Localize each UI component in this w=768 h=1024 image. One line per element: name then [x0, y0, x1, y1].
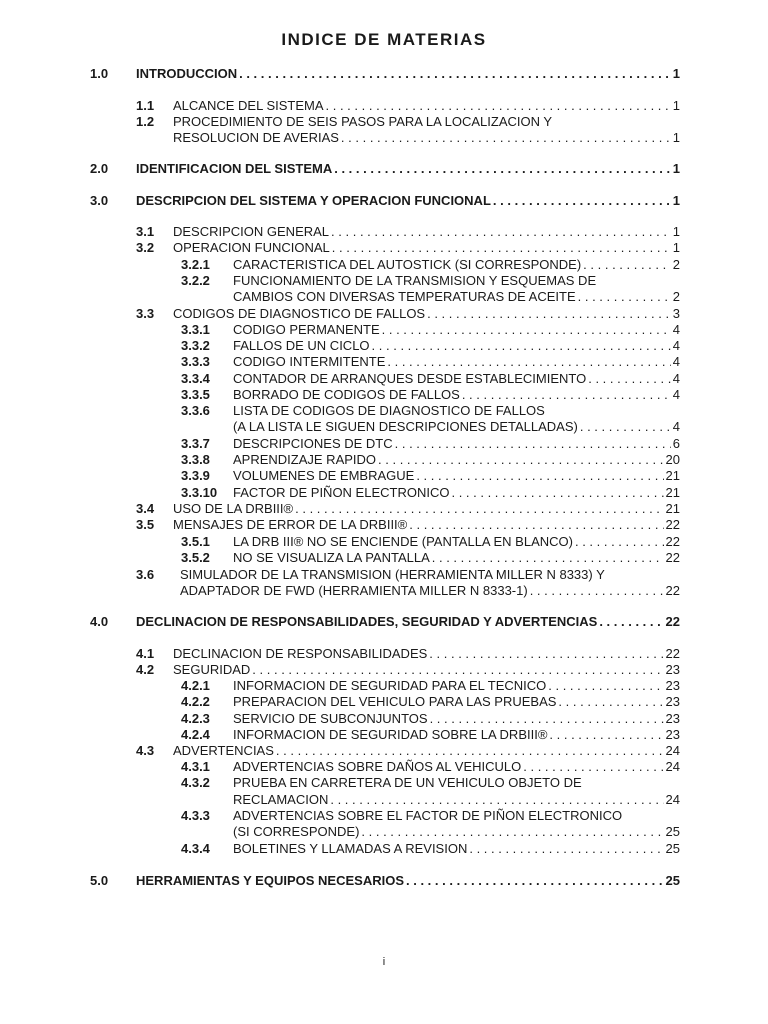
- toc-entry[interactable]: [136, 873, 680, 889]
- toc-entry-title: DESCRIPCION DEL SISTEMA Y OPERACION FUNCIONAL: [136, 193, 491, 208]
- toc-number: 4.3.3: [181, 808, 210, 823]
- toc-number: 3.5.1: [181, 534, 210, 549]
- dot-leader: [493, 193, 671, 209]
- toc-entry[interactable]: [233, 727, 680, 743]
- toc-page-number: 2: [672, 289, 680, 304]
- toc-page-number: 3: [672, 306, 680, 321]
- dot-leader: [341, 130, 671, 146]
- toc-page-number: 1: [672, 224, 680, 239]
- dot-leader: [462, 387, 671, 403]
- toc-entry-title: CODIGOS DE DIAGNOSTICO DE FALLOS: [173, 306, 426, 321]
- dot-leader: [549, 727, 663, 743]
- toc-entry-title: FALLOS DE UN CICLO: [233, 338, 370, 353]
- toc-page-number: 24: [665, 759, 680, 774]
- dot-leader: [361, 824, 663, 840]
- toc-entry-title: PREPARACION DEL VEHICULO PARA LAS PRUEBAS: [233, 694, 557, 709]
- toc-entry-title: LA DRB III® NO SE ENCIENDE (PANTALLA EN BLANCO): [233, 534, 573, 549]
- toc-page-number: 22: [665, 583, 680, 598]
- toc-entry-title: DESCRIPCIONES DE DTC: [233, 436, 393, 451]
- dot-leader: [239, 66, 671, 82]
- dot-leader: [599, 614, 663, 630]
- toc-number: 1.0: [90, 66, 109, 81]
- toc-entry[interactable]: [233, 419, 680, 435]
- toc-number: 3.1: [136, 224, 155, 239]
- toc-page-number: 4: [672, 354, 680, 369]
- toc-entry[interactable]: [173, 114, 680, 130]
- toc-number: 3.3.5: [181, 387, 210, 402]
- toc-number: 4.2.1: [181, 678, 210, 693]
- toc-entry-title: VOLUMENES DE EMBRAGUE: [233, 468, 415, 483]
- toc-page-number: 22: [665, 646, 680, 661]
- dot-leader: [331, 224, 671, 240]
- toc-number: 4.2.4: [181, 727, 210, 742]
- toc-entry-title: SIMULADOR DE LA TRANSMISION (HERRAMIENTA MILLER N 8333) Y: [180, 567, 605, 582]
- toc-page-number: 4: [672, 338, 680, 353]
- toc-entry[interactable]: [180, 583, 680, 599]
- toc-page-number: 6: [672, 436, 680, 451]
- toc-entry-title: ADVERTENCIAS SOBRE DAÑOS AL VEHICULO: [233, 759, 522, 774]
- toc-number: 4.0: [90, 614, 109, 629]
- toc-number: 3.3.10: [181, 485, 218, 500]
- toc-page-number: 22: [665, 517, 680, 532]
- toc-entry[interactable]: [173, 98, 680, 114]
- toc-number: 3.3.2: [181, 338, 210, 353]
- toc-number: 1.2: [136, 114, 155, 129]
- toc-entry[interactable]: [233, 289, 680, 305]
- toc-entry[interactable]: [233, 436, 680, 452]
- toc-page-number: 1: [672, 130, 680, 145]
- toc-entry[interactable]: [136, 614, 680, 630]
- toc-entry-title: ADAPTADOR DE FWD (HERRAMIENTA MILLER N 8333-1): [180, 583, 528, 598]
- toc-number: 4.2: [136, 662, 155, 677]
- dot-leader: [332, 240, 671, 256]
- toc-entry-title: MENSAJES DE ERROR DE LA DRBIII®: [173, 517, 408, 532]
- toc-entry-title: SEGURIDAD: [173, 662, 251, 677]
- toc-entry-title: INFORMACION DE SEGURIDAD PARA EL TECNICO: [233, 678, 547, 693]
- toc-entry[interactable]: [173, 130, 680, 146]
- dot-leader: [580, 419, 671, 435]
- toc-page-number: 24: [665, 743, 680, 758]
- dot-leader: [429, 646, 663, 662]
- toc-entry-title: CAMBIOS CON DIVERSAS TEMPERATURAS DE ACEITE: [233, 289, 576, 304]
- toc-entry[interactable]: [233, 257, 680, 273]
- toc-entry[interactable]: [136, 161, 680, 177]
- toc-page-number: 4: [672, 387, 680, 402]
- dot-leader: [583, 257, 671, 273]
- toc-page-number: 24: [665, 792, 680, 807]
- toc-page-number: 22: [665, 614, 680, 629]
- toc-entry[interactable]: [233, 452, 680, 468]
- toc-page-number: 25: [665, 841, 680, 856]
- toc-entry-title: DESCRIPCION GENERAL: [173, 224, 330, 239]
- toc-number: 3.2.1: [181, 257, 210, 272]
- toc-entry[interactable]: [173, 743, 680, 759]
- toc-page-number: 23: [665, 662, 680, 677]
- dot-leader: [558, 694, 663, 710]
- toc-entry-title: BORRADO DE CODIGOS DE FALLOS: [233, 387, 460, 402]
- toc-page-number: 25: [665, 873, 680, 888]
- toc-entry-title: FACTOR DE PIÑON ELECTRONICO: [233, 485, 450, 500]
- toc-page-number: 21: [665, 468, 680, 483]
- dot-leader: [523, 759, 663, 775]
- toc-page-number: 21: [665, 485, 680, 500]
- dot-leader: [469, 841, 663, 857]
- dot-leader: [382, 322, 671, 338]
- toc-entry[interactable]: [173, 517, 680, 533]
- toc-number: 4.2.3: [181, 711, 210, 726]
- dot-leader: [548, 678, 663, 694]
- toc-number: 1.1: [136, 98, 155, 113]
- page-title: INDICE DE MATERIAS: [281, 30, 487, 49]
- toc-number: 4.3.4: [181, 841, 210, 856]
- toc-page-number: 1: [672, 240, 680, 255]
- dot-leader: [430, 711, 664, 727]
- toc-entry[interactable]: [173, 306, 680, 322]
- toc-number: 3.5: [136, 517, 155, 532]
- toc-number: 4.1: [136, 646, 155, 661]
- toc-entry-title: CODIGO INTERMITENTE: [233, 354, 386, 369]
- toc-page-number: 1: [672, 98, 680, 113]
- toc-number: 3.3.6: [181, 403, 210, 418]
- dot-leader: [432, 550, 664, 566]
- toc-entry[interactable]: [233, 534, 680, 550]
- dot-leader: [416, 468, 663, 484]
- toc-entry-title: RECLAMACION: [233, 792, 329, 807]
- toc-entry-title: (A LA LISTA LE SIGUEN DESCRIPCIONES DETALLADAS): [233, 419, 578, 434]
- dot-leader: [451, 485, 663, 501]
- toc-entry-title: PROCEDIMIENTO DE SEIS PASOS PARA LA LOCALIZACION Y: [173, 114, 553, 129]
- toc-entry-title: BOLETINES Y LLAMADAS A REVISION: [233, 841, 468, 856]
- toc-number: 3.6: [136, 567, 155, 582]
- toc-entry[interactable]: [233, 485, 680, 501]
- dot-leader: [406, 873, 664, 889]
- toc-page-number: 4: [672, 322, 680, 337]
- dot-leader: [427, 306, 671, 322]
- toc-entry-title: INFORMACION DE SEGURIDAD SOBRE LA DRBIII®: [233, 727, 548, 742]
- toc-entry[interactable]: [233, 678, 680, 694]
- toc-entry-title: SERVICIO DE SUBCONJUNTOS: [233, 711, 428, 726]
- toc-number: 4.3: [136, 743, 155, 758]
- toc-entry-title: DECLINACION DE RESPONSABILIDADES, SEGURIDAD Y ADVERTENCIAS: [136, 614, 598, 629]
- toc-entry-title: USO DE LA DRBIII®: [173, 501, 294, 516]
- toc-page-number: 4: [672, 371, 680, 386]
- toc-page-number: 21: [665, 501, 680, 516]
- dot-leader: [330, 792, 663, 808]
- toc-entry-title: CARACTERISTICA DEL AUTOSTICK (SI CORRESPONDE): [233, 257, 582, 272]
- toc-entry[interactable]: [233, 694, 680, 710]
- toc-page-number: 23: [665, 678, 680, 693]
- toc-number: 3.5.2: [181, 550, 210, 565]
- toc-entry[interactable]: [233, 354, 680, 370]
- page-number: i: [382, 956, 386, 968]
- dot-leader: [295, 501, 663, 517]
- toc-entry[interactable]: [233, 775, 680, 791]
- toc-number: 3.3.7: [181, 436, 210, 451]
- toc-entry-title: ALCANCE DEL SISTEMA: [173, 98, 324, 113]
- toc-entry-title: APRENDIZAJE RAPIDO: [233, 452, 377, 467]
- toc-number: 4.3.2: [181, 775, 210, 790]
- dot-leader: [588, 371, 671, 387]
- toc-entry[interactable]: [173, 501, 680, 517]
- toc-entry[interactable]: [173, 646, 680, 662]
- toc-entry-title: DECLINACION DE RESPONSABILIDADES: [173, 646, 428, 661]
- toc-page-number: 23: [665, 711, 680, 726]
- toc-entry-title: (SI CORRESPONDE): [233, 824, 360, 839]
- toc-entry[interactable]: [233, 387, 680, 403]
- toc-entry-title: INTRODUCCION: [136, 66, 238, 81]
- toc-page-number: 1: [672, 193, 680, 208]
- toc-number: 3.2.2: [181, 273, 210, 288]
- toc-entry[interactable]: [233, 759, 680, 775]
- toc-page-number: 20: [665, 452, 680, 467]
- toc-entry[interactable]: [233, 468, 680, 484]
- dot-leader: [578, 289, 671, 305]
- toc-number: 5.0: [90, 873, 109, 888]
- toc-entry-title: HERRAMIENTAS Y EQUIPOS NECESARIOS: [136, 873, 404, 888]
- toc-page-number: 23: [665, 694, 680, 709]
- dot-leader: [409, 517, 663, 533]
- toc-number: 3.4: [136, 501, 155, 516]
- toc-page-number: 22: [665, 550, 680, 565]
- toc-entry[interactable]: [173, 240, 680, 256]
- dot-leader: [378, 452, 664, 468]
- toc-entry-title: IDENTIFICACION DEL SISTEMA: [136, 161, 333, 176]
- toc-entry-title: NO SE VISUALIZA LA PANTALLA: [233, 550, 430, 565]
- dot-leader: [372, 338, 671, 354]
- toc-number: 3.0: [90, 193, 109, 208]
- toc-entry-title: PRUEBA EN CARRETERA DE UN VEHICULO OBJETO DE: [233, 775, 582, 790]
- toc-page-number: 2: [672, 257, 680, 272]
- toc-entry[interactable]: [233, 322, 680, 338]
- toc-number: 3.3.1: [181, 322, 210, 337]
- toc-entry-title: ADVERTENCIAS SOBRE EL FACTOR DE PIÑON ELECTRONICO: [233, 808, 623, 823]
- toc-entry-title: FUNCIONAMIENTO DE LA TRANSMISION Y ESQUEMAS DE: [233, 273, 597, 288]
- toc-entry[interactable]: [173, 224, 680, 240]
- toc-page-number: 23: [665, 727, 680, 742]
- toc-page-number: 4: [672, 419, 680, 434]
- dot-leader: [276, 743, 664, 759]
- toc-number: 4.2.2: [181, 694, 210, 709]
- toc-entry[interactable]: [233, 338, 680, 354]
- toc-number: 3.2: [136, 240, 155, 255]
- toc-entry[interactable]: [233, 841, 680, 857]
- dot-leader: [530, 583, 664, 599]
- dot-leader: [334, 161, 671, 177]
- toc-number: 3.3: [136, 306, 155, 321]
- toc-number: 3.3.9: [181, 468, 210, 483]
- toc-number: 2.0: [90, 161, 109, 176]
- dot-leader: [252, 662, 663, 678]
- toc-entry[interactable]: [180, 567, 680, 583]
- toc-entry-title: CONTADOR DE ARRANQUES DESDE ESTABLECIMIENTO: [233, 371, 587, 386]
- toc-entry-title: LISTA DE CODIGOS DE DIAGNOSTICO DE FALLOS: [233, 403, 545, 418]
- toc-number: 3.3.3: [181, 354, 210, 369]
- toc-entry[interactable]: [136, 66, 680, 82]
- toc-number: 4.3.1: [181, 759, 210, 774]
- toc-entry[interactable]: [233, 808, 680, 824]
- toc-entry-title: ADVERTENCIAS: [173, 743, 274, 758]
- toc-entry[interactable]: [233, 371, 680, 387]
- toc-number: 3.3.8: [181, 452, 210, 467]
- toc-entry[interactable]: [136, 193, 680, 209]
- toc-entry[interactable]: [233, 792, 680, 808]
- toc-entry[interactable]: [233, 403, 680, 419]
- toc-page-number: 25: [665, 824, 680, 839]
- dot-leader: [387, 354, 670, 370]
- toc-entry[interactable]: [233, 824, 680, 840]
- dot-leader: [326, 98, 671, 114]
- toc-entry[interactable]: [233, 711, 680, 727]
- toc-entry-title: RESOLUCION DE AVERIAS: [173, 130, 339, 145]
- toc-entry-title: CODIGO PERMANENTE: [233, 322, 380, 337]
- toc-number: 3.3.4: [181, 371, 210, 386]
- toc-entry[interactable]: [233, 273, 680, 289]
- toc-entry[interactable]: [173, 662, 680, 678]
- toc-page-number: 1: [672, 161, 680, 176]
- toc-page-number: 1: [672, 66, 680, 81]
- dot-leader: [575, 534, 664, 550]
- toc-entry-title: OPERACION FUNCIONAL: [173, 240, 330, 255]
- toc-entry[interactable]: [233, 550, 680, 566]
- toc-page-number: 22: [665, 534, 680, 549]
- dot-leader: [395, 436, 671, 452]
